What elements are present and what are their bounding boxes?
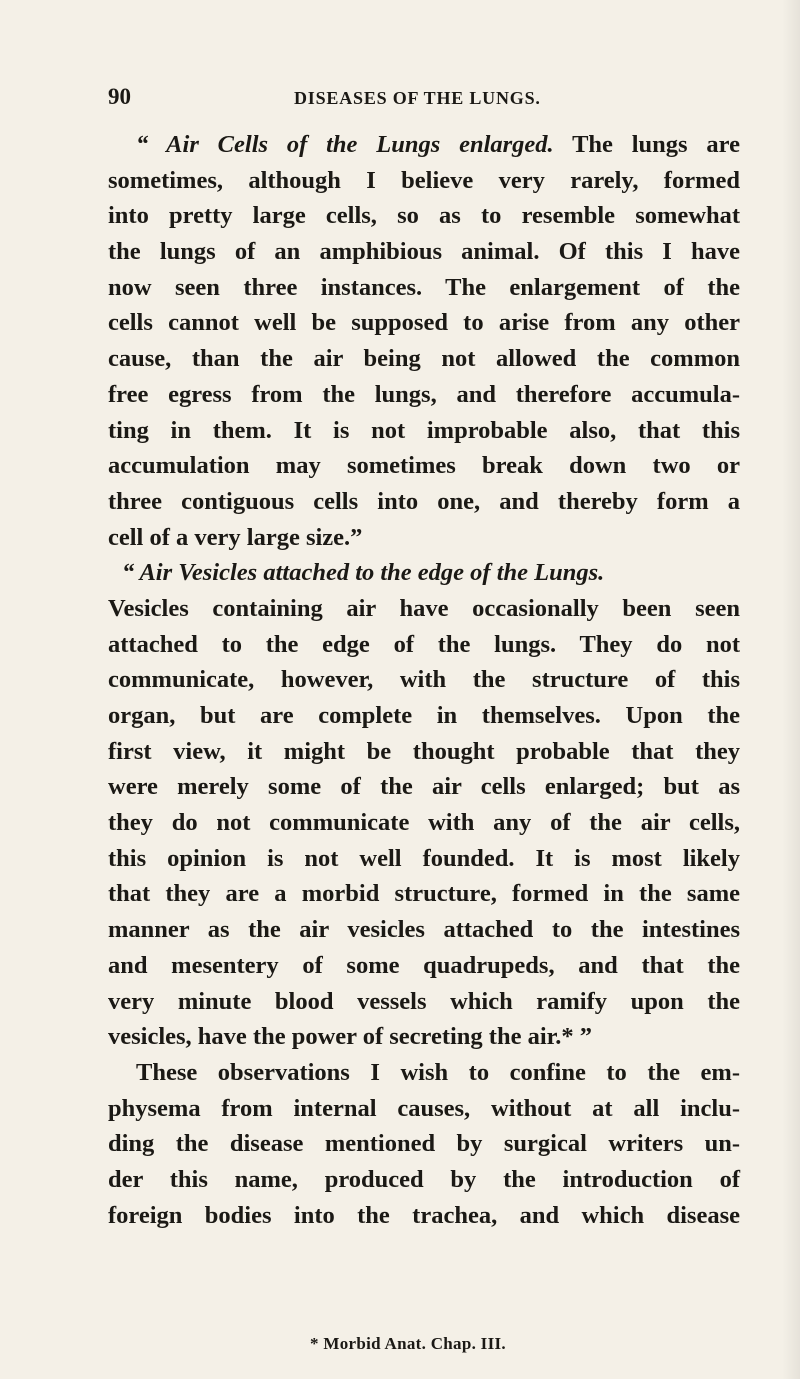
paragraph-3-line: foreign bodies into the trachea, and which disease: [108, 1201, 740, 1229]
paragraph-2-line: organ, but are complete in themselves. Upon the: [108, 702, 740, 729]
paragraph-3-line: physema from internal causes, without at all inclu-: [108, 1094, 740, 1122]
body-text: [108, 127, 740, 1233]
paragraph-2-line: this opinion is not well founded. It is most likely: [108, 844, 740, 872]
paragraph-2-line: and mesentery of some quadrupeds, and that the: [108, 951, 740, 979]
paragraph-1-line: three contiguous cells into one, and thereby form a: [108, 487, 740, 515]
paragraph-2-line: vesicles, have the power of secreting the air.* ”: [108, 1023, 593, 1051]
paragraph-2-line: Vesicles containing air have occasionally been seen: [108, 594, 740, 622]
paragraph-1-line: cell of a very large size.”: [108, 523, 363, 551]
paragraph-1-line: cause, than the air being not allowed the common: [108, 345, 740, 373]
paragraph-1-line: free egress from the lungs, and therefore accumula-: [108, 380, 740, 408]
running-head: DISEASES OF THE LUNGS.: [294, 88, 541, 108]
paragraph-3-line: These observations I wish to confine to the em-: [136, 1058, 740, 1086]
paragraph-1-heading: “ Air Cells of the Lungs enlarged.: [136, 131, 554, 158]
paragraph-1-line: ting in them. It is not improbable also, that this: [108, 416, 740, 444]
paragraph-1-line-1: [108, 127, 740, 163]
paragraph-3-line: ding the disease mentioned by surgical writers un-: [108, 1130, 740, 1158]
paragraph-1-line: cells cannot well be supposed to arise from any other: [108, 309, 740, 337]
paragraph-1-line-1-rest: The lungs are: [572, 131, 740, 158]
paragraph-2-line: very minute blood vessels which ramify upon the: [108, 987, 740, 1015]
paragraph-2-line: they do not communicate with any of the air cells,: [108, 809, 740, 837]
paragraph-1-line: sometimes, although I believe very rarely, formed: [108, 166, 740, 194]
paragraph-1-line: now seen three instances. The enlargement of the: [108, 273, 740, 301]
paragraph-2-line: that they are a morbid structure, formed in the same: [108, 880, 740, 908]
paragraph-2-line: first view, it might be thought probable that they: [108, 737, 740, 765]
page-edge-shadow: [782, 0, 800, 1379]
page-header: [108, 84, 748, 116]
paragraph-1-line: into pretty large cells, so as to resemble somewhat: [108, 202, 740, 230]
paragraph-1-line: accumulation may sometimes break down two or: [108, 452, 740, 480]
footnote: [0, 1334, 800, 1354]
paragraph-1-line: the lungs of an amphibious animal. Of this I have: [108, 238, 740, 266]
paragraph-2-line: attached to the edge of the lungs. They do not: [108, 630, 740, 658]
footnote-text: * Morbid Anat. Chap. III.: [310, 1334, 506, 1353]
page-number: 90: [108, 84, 131, 109]
paragraph-3-line: der this name, produced by the introduction of: [108, 1165, 740, 1193]
paragraph-2-line: were merely some of the air cells enlarged; but as: [108, 773, 740, 801]
paragraph-2-line: manner as the air vesicles attached to the intestines: [108, 916, 740, 944]
paragraph-2-line: communicate, however, with the structure of this: [108, 666, 740, 694]
paragraph-2-heading: “ Air Vesicles attached to the edge of the Lungs.: [122, 559, 605, 587]
